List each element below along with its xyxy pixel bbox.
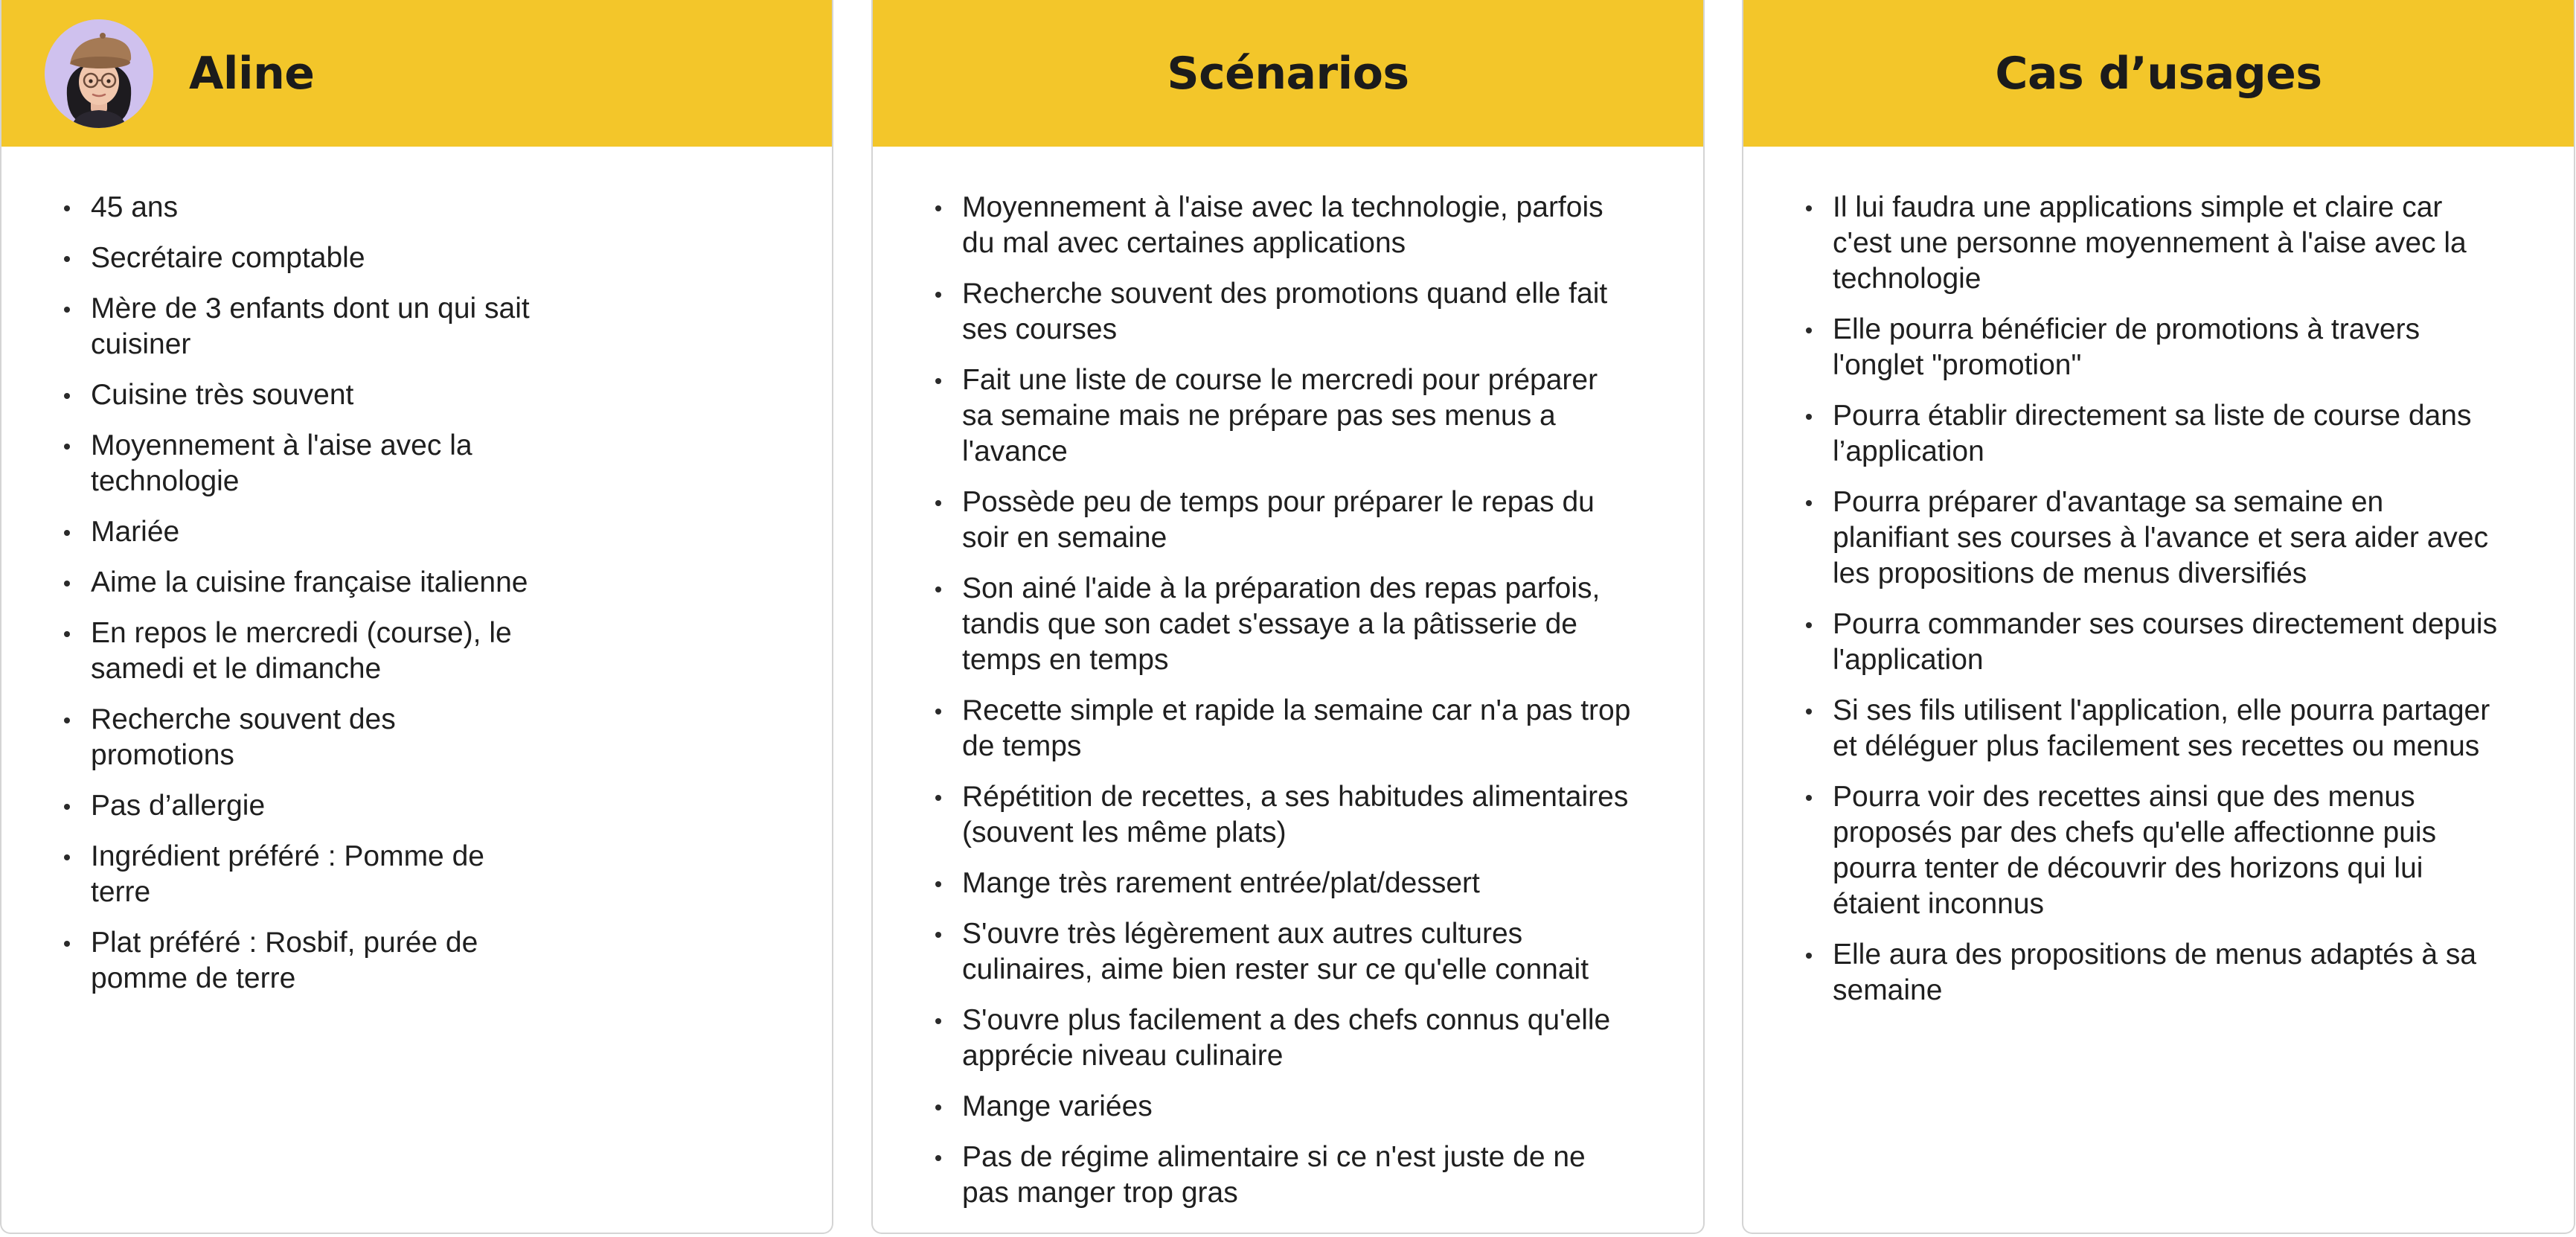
list-item: Secrétaire comptable [91, 240, 530, 276]
avatar [45, 19, 153, 128]
list-item: 45 ans [91, 190, 530, 226]
list-item: Répétition de recettes, a ses habitudes alimentaires (souvent les même plats) [962, 779, 1632, 851]
list-item: Recherche souvent des promotions quand elle fait ses courses [962, 276, 1632, 348]
scenarios-card [871, 0, 1705, 1234]
list-item: Il lui faudra une applications simple et claire car c'est une personne moyennement à l'aise avec la technologie [1833, 190, 2502, 297]
memoji-woman-beret-icon [45, 19, 153, 128]
list-item: Mariée [91, 514, 530, 550]
list-item: Mère de 3 enfants dont un qui sait cuisiner [91, 291, 530, 362]
list-item: Possède peu de temps pour préparer le repas du soir en semaine [962, 485, 1632, 556]
use-cases-title: Cas d’usages [1995, 47, 2322, 100]
list-item: Pourra commander ses courses directement depuis l'application [1833, 607, 2502, 678]
scenarios-list [962, 190, 1632, 1226]
scenarios-card-header [873, 0, 1703, 147]
list-item: Son ainé l'aide à la préparation des repas parfois, tandis que son cadet s'essaye a la pâtisserie de temps en temps [962, 571, 1632, 678]
list-item: Pourra voir des recettes ainsi que des menus proposés par des chefs qu'elle affectionne puis pourra tenter de découvrir des horizons qui lui étaient inconnus [1833, 779, 2502, 922]
list-item: Plat préféré : Rosbif, purée de pomme de terre [91, 925, 530, 997]
list-item: Pourra établir directement sa liste de course dans l’application [1833, 398, 2502, 470]
list-item: Elle aura des propositions de menus adaptés à sa semaine [1833, 937, 2502, 1009]
persona-traits-list [91, 190, 530, 1011]
list-item: Ingrédient préféré : Pomme de terre [91, 839, 530, 910]
list-item: Fait une liste de course le mercredi pour préparer sa semaine mais ne prépare pas ses menus a l'avance [962, 362, 1632, 470]
use-cases-card [1742, 0, 2575, 1234]
list-item: Elle pourra bénéficier de promotions à travers l'onglet "promotion" [1833, 312, 2502, 383]
scenarios-title: Scénarios [1167, 47, 1409, 100]
list-item: Aime la cuisine française italienne [91, 565, 530, 601]
list-item: S'ouvre plus facilement a des chefs connus qu'elle apprécie niveau culinaire [962, 1003, 1632, 1074]
list-item: En repos le mercredi (course), le samedi et le dimanche [91, 616, 530, 687]
list-item: Si ses fils utilisent l'application, elle pourra partager et déléguer plus facilement ses recettes ou menus [1833, 693, 2502, 764]
list-item: Pourra préparer d'avantage sa semaine en planifiant ses courses à l'avance et sera aider avec les propositions de menus diversifiés [1833, 485, 2502, 592]
list-item: Mange variées [962, 1089, 1632, 1125]
list-item: Mange très rarement entrée/plat/dessert [962, 866, 1632, 901]
list-item: Recherche souvent des promotions [91, 702, 530, 773]
list-item: Pas de régime alimentaire si ce n'est juste de ne pas manger trop gras [962, 1139, 1632, 1211]
list-item: S'ouvre très légèrement aux autres cultures culinaires, aime bien rester sur ce qu'elle connait [962, 916, 1632, 988]
persona-card-header [1, 0, 832, 147]
list-item: Moyennement à l'aise avec la technologie, parfois du mal avec certaines applications [962, 190, 1632, 261]
use-cases-card-header [1743, 0, 2574, 147]
persona-name: Aline [189, 47, 315, 100]
list-item: Recette simple et rapide la semaine car n'a pas trop de temps [962, 693, 1632, 764]
list-item: Cuisine très souvent [91, 377, 530, 413]
use-cases-list [1833, 190, 2502, 1023]
list-item: Moyennement à l'aise avec la technologie [91, 428, 530, 499]
persona-card [0, 0, 833, 1234]
list-item: Pas d’allergie [91, 788, 530, 824]
